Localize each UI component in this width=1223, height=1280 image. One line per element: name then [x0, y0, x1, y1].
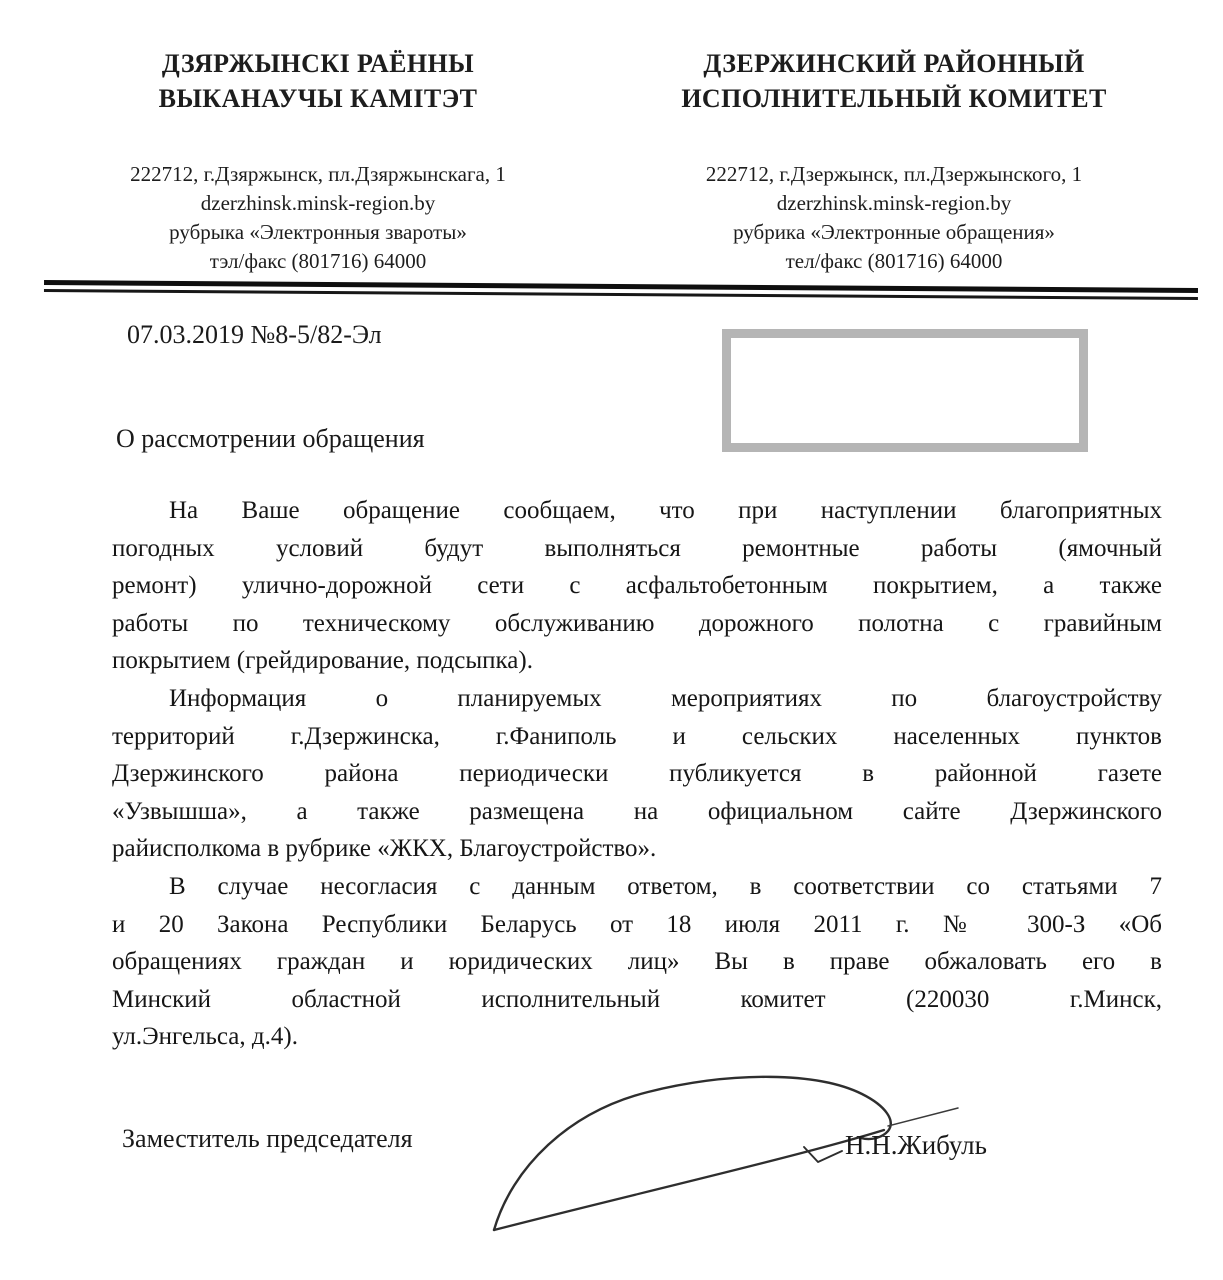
letter-body	[112, 492, 1162, 1056]
address-line: тел/факс (801716) 64000	[785, 249, 1003, 273]
signer-position-title: Заместитель председателя	[122, 1124, 413, 1153]
signature-stroke-bottom	[494, 1130, 884, 1230]
subject-line: О рассмотрении обращения	[116, 424, 425, 453]
text-line: работы по техническому обслуживанию дорожного полотна с гравийным	[112, 609, 1162, 637]
address-block-belarusian	[95, 160, 541, 276]
text-line: На Ваше обращение сообщаем, что при наступлении благоприятных	[169, 497, 1162, 524]
paragraph-2	[112, 680, 1162, 868]
text-line: Дзержинского района периодически публикуется в районной газете	[112, 760, 1162, 788]
signer-name: Н.Н.Жибуль	[845, 1130, 987, 1160]
org-name-russian	[648, 46, 1140, 116]
signature-stroke-top	[494, 1077, 891, 1230]
text-line: территорий г.Дзержинска, г.Фаниполь и сельских населенных пунктов	[112, 722, 1162, 750]
text-line: и 20 Закона Республики Беларусь от 18 июля 2011 г. № 300-З «Об	[112, 910, 1162, 938]
org-name-line: ВЫКАНАУЧЫ КАМІТЭТ	[158, 84, 478, 113]
text-line: «Узвышша», а также размещена на официальном сайте Дзержинского	[112, 797, 1162, 825]
paragraph-1	[112, 492, 1162, 680]
org-name-belarusian	[95, 46, 541, 116]
signature-stroke-extension	[888, 1108, 958, 1126]
address-line: тэл/факс (801716) 64000	[209, 249, 427, 273]
text-line: покрытием (грейдирование, подсыпка).	[112, 647, 533, 675]
address-line: dzerzhinsk.minsk-region.by	[776, 191, 1012, 215]
reference-date-number: 07.03.2019 №8-5/82-Эл	[127, 320, 382, 349]
text-line: Информация о планируемых мероприятиях по благоустройству	[169, 684, 1162, 712]
text-line: погодных условий будут выполняться ремонтные работы (ямочный	[112, 534, 1162, 562]
paragraph-3	[112, 868, 1162, 1056]
text-line: обращениях граждан и юридических лиц» Вы в праве обжаловать его в	[112, 948, 1162, 976]
divider-double-rule	[44, 280, 1198, 300]
address-line: dzerzhinsk.minsk-region.by	[200, 191, 436, 215]
org-name-line: ДЗЯРЖЫНСКІ РАЁННЫ	[161, 49, 475, 78]
org-name-line: ИСПОЛНИТЕЛЬНЫЙ КОМИТЕТ	[681, 84, 1107, 113]
text-line: Минский областной исполнительный комитет (220030 г.Минск,	[112, 985, 1162, 1013]
address-line: рубрика «Электронные обращения»	[733, 220, 1055, 244]
signature-stroke-hook	[804, 1147, 842, 1162]
org-name-line: ДЗЕРЖИНСКИЙ РАЙОННЫЙ	[703, 49, 1085, 78]
text-line: райисполкома в рубрике «ЖКХ, Благоустройство».	[112, 835, 657, 863]
redaction-box	[722, 329, 1088, 452]
address-line: рубрыка «Электронныя звароты»	[169, 220, 467, 244]
text-line: ул.Энгельса, д.4).	[112, 1023, 298, 1051]
text-line: В случае несогласия с данным ответом, в соответствии со статьями 7	[169, 872, 1162, 900]
address-line: 222712, г.Дзяржынск, пл.Дзяржынскага, 1	[130, 162, 506, 186]
address-line: 222712, г.Дзержынск, пл.Дзержынского, 1	[705, 162, 1083, 186]
address-block-russian	[648, 160, 1140, 276]
text-line: ремонт) улично-дорожной сети с асфальтобетонным покрытием, а также	[112, 572, 1162, 600]
